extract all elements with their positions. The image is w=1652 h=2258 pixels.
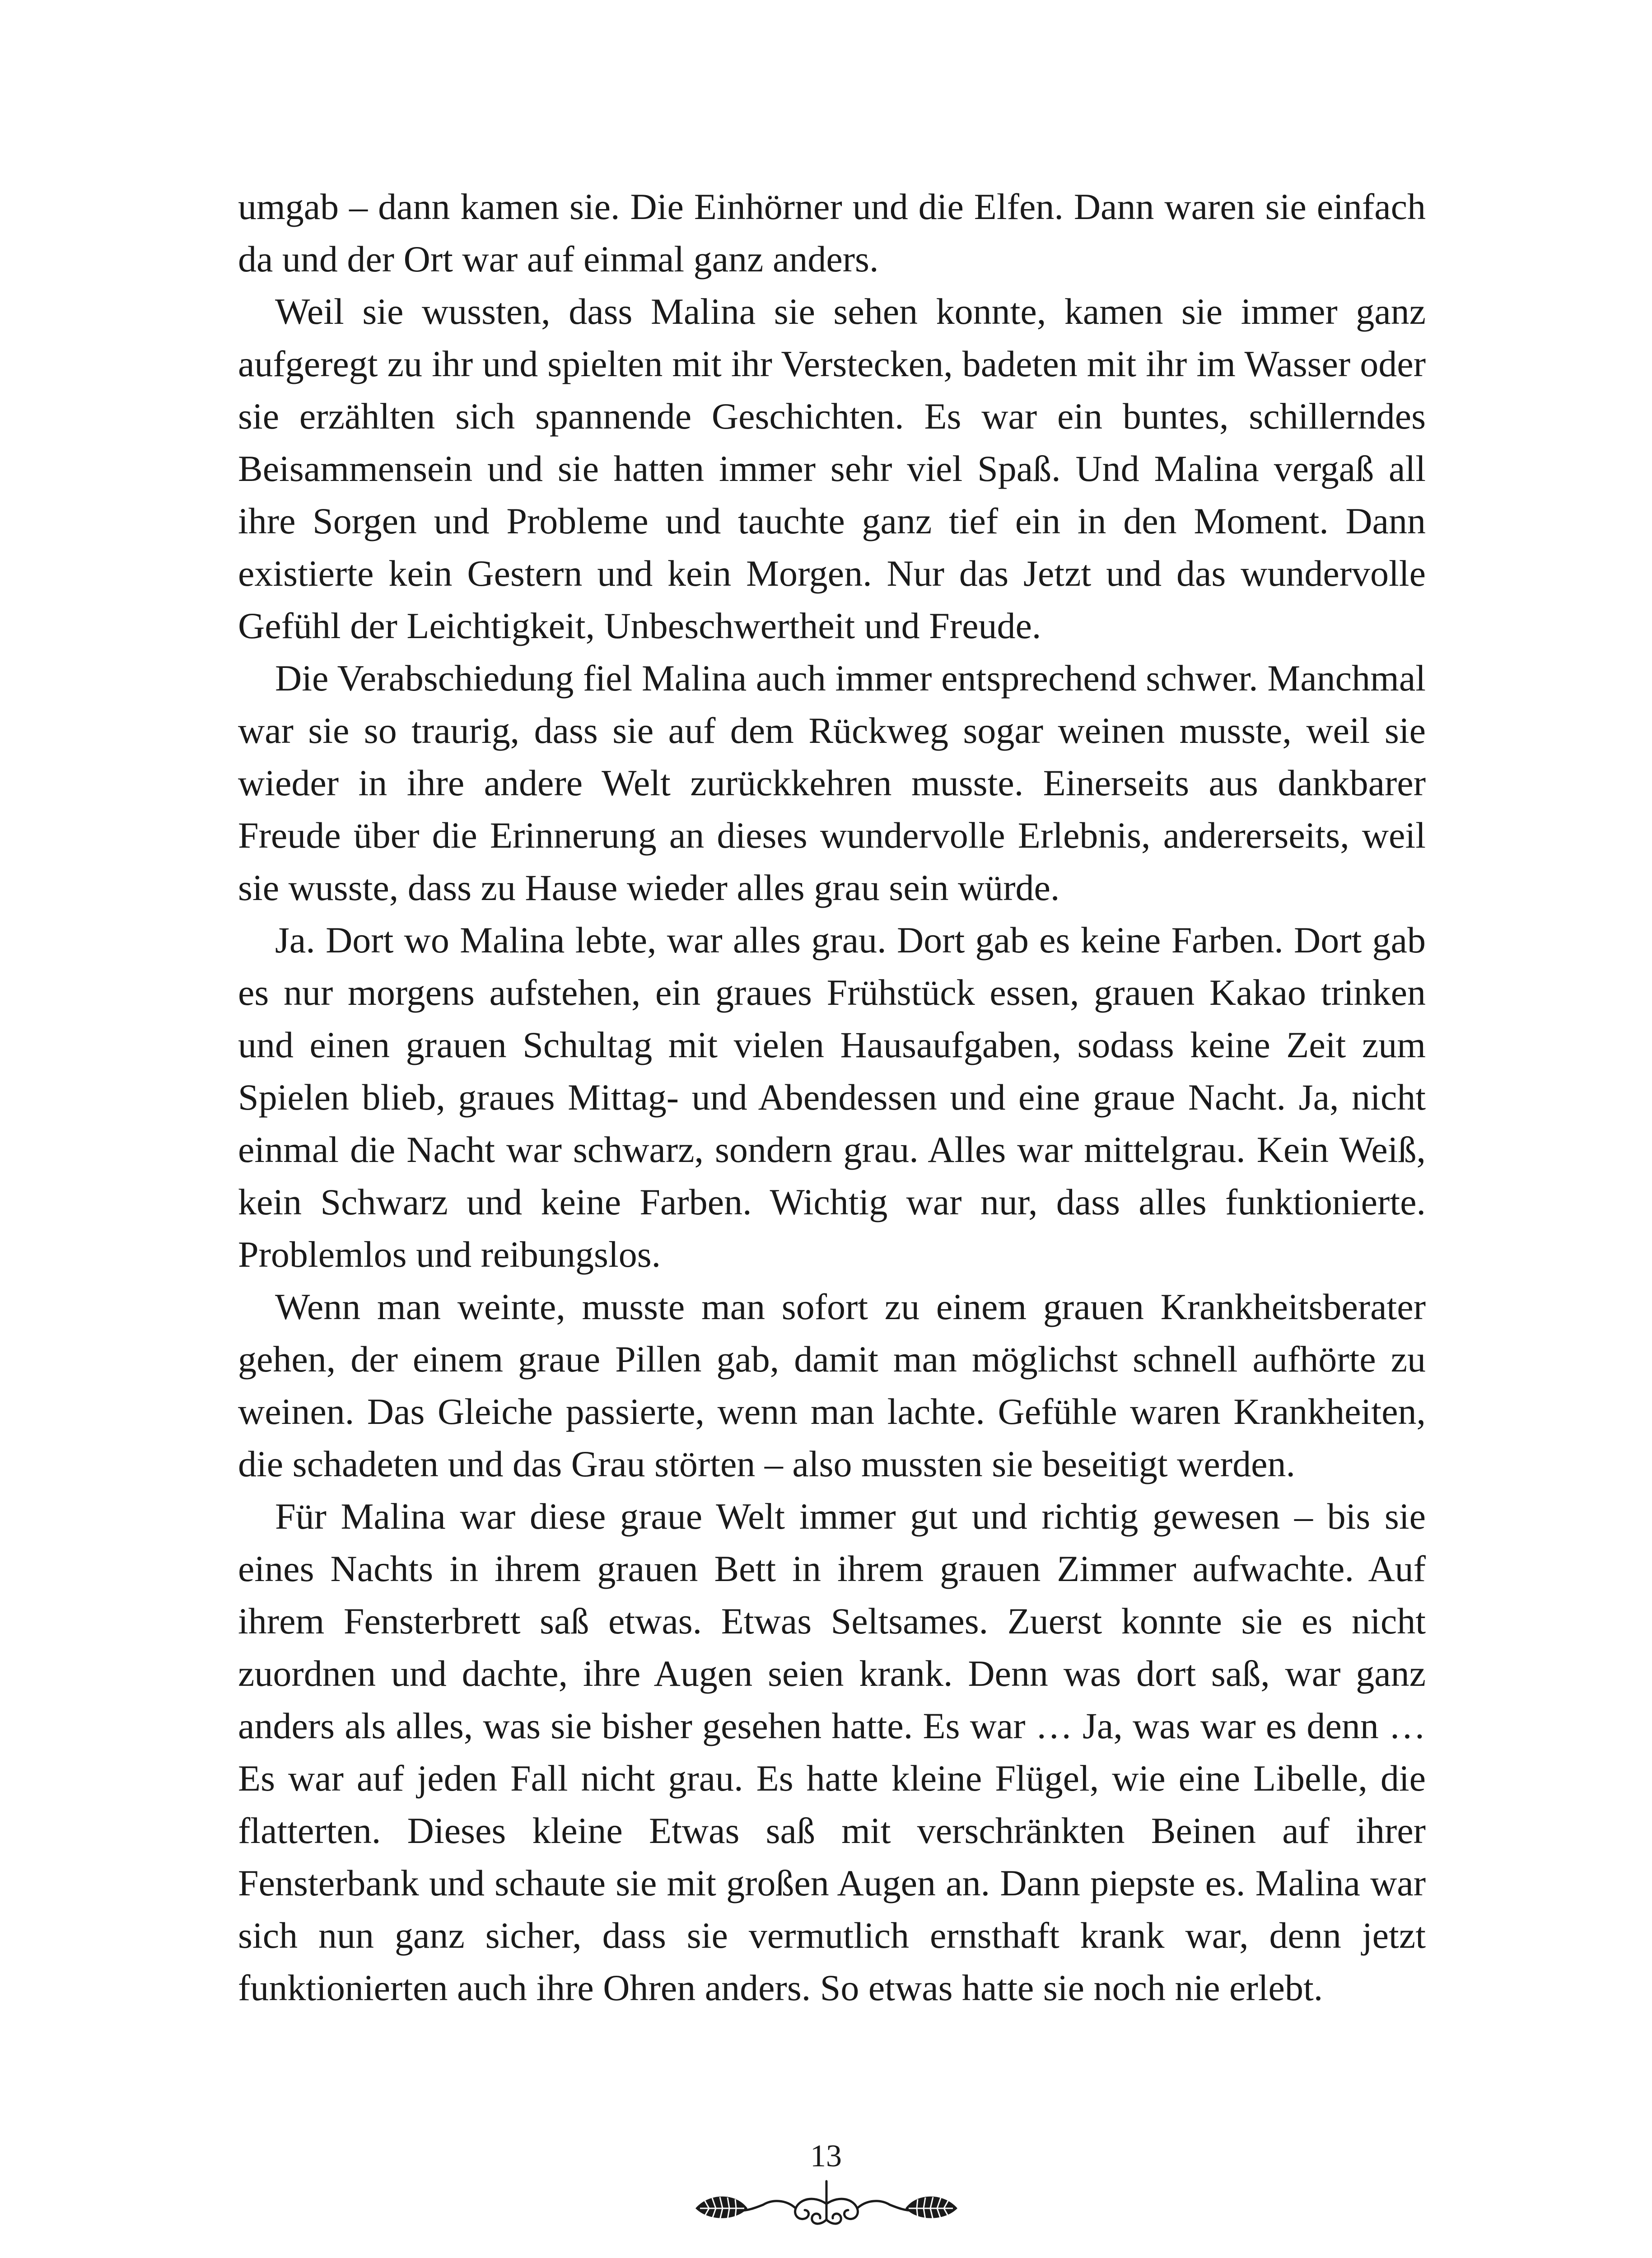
leaf-scroll-ornament-icon [691,2168,962,2235]
paragraph-5: Wenn man weinte, musste man sofort zu einem grauen Krankheitsberater gehen, der einem graue Pillen gab, damit man möglichst schnell aufhörte zu weinen. Das Gleiche passierte, wenn man lachte. Gefühle waren Krankheiten, die schadeten und das Grau störten – also mussten sie beseitigt werden. [238,1286,1426,1484]
paragraph-4: Ja. Dort wo Malina lebte, war alles grau. Dort gab es keine Farben. Dort gab es nur morgens aufstehen, ein graues Frühstück essen, grauen Kakao trinken und einen grauen Schultag mit vielen Hausaufgaben, sodass keine Zeit zum Spielen blieb, graues Mittag- und Abendessen und eine graue Nacht. Ja, nicht einmal die Nacht war schwarz, sondern grau. Alles war mittelgrau. Kein Weiß, kein Schwarz und keine Farben. Wichtig war nur, dass alles funktionierte. Problemlos und reibungslos. [238,919,1426,1275]
paragraph-2: Weil sie wussten, dass Malina sie sehen konnte, kamen sie immer ganz aufgeregt zu ihr und spielten mit ihr Verstecken, badeten mit ihr im Wasser oder sie erzählten sich spannende Geschichten. Es war ein buntes, schillerndes Beisammensein und sie hatten immer sehr viel Spaß. Und Malina vergaß all ihre Sorgen und Probleme und tauchte ganz tief ein in den Moment. Dann existierte kein Gestern und kein Morgen. Nur das Jetzt und das wundervolle Gefühl der Leichtigkeit, Unbeschwertheit und Freude. [238,291,1426,646]
page-number: 13 [810,2139,842,2174]
page-footer [0,2136,1652,2253]
body-text [238,181,1426,2014]
paragraph-6: Für Malina war diese graue Welt immer gut und richtig gewesen – bis sie eines Nachts in ihrem grauen Bett in ihrem grauen Zimmer aufwachte. Auf ihrem Fensterbrett saß etwas. Etwas Seltsames. Zuerst konnte sie es nicht zuordnen und dachte, ihre Augen seien krank. Denn was dort saß, war ganz anders als alles, was sie bisher gesehen hatte. Es war … Ja, was war es denn … Es war auf jeden Fall nicht grau. Es hatte kleine Flügel, wie eine Libelle, die flatterten. Dieses kleine Etwas saß mit verschränkten Beinen auf ihrer Fensterbank und schaute sie mit großen Augen an. Dann piepste es. Malina war sich nun ganz sicher, dass sie vermutlich ernsthaft krank war, denn jetzt funktionierten auch ihre Ohren anders. So etwas hatte sie noch nie erlebt. [238,1496,1426,2008]
paragraph-3: Die Verabschiedung fiel Malina auch immer entsprechend schwer. Manchmal war sie so traurig, dass sie auf dem Rückweg sogar weinen musste, weil sie wieder in ihre andere Welt zurückkehren musste. Einerseits aus dankbarer Freude über die Erinnerung an dieses wundervolle Erlebnis, andererseits, weil sie wusste, dass zu Hause wieder alles grau sein würde. [238,658,1426,908]
paragraph-1: umgab – dann kamen sie. Die Einhörner und die Elfen. Dann waren sie einfach da und der Ort war auf einmal ganz anders. [238,186,1426,280]
